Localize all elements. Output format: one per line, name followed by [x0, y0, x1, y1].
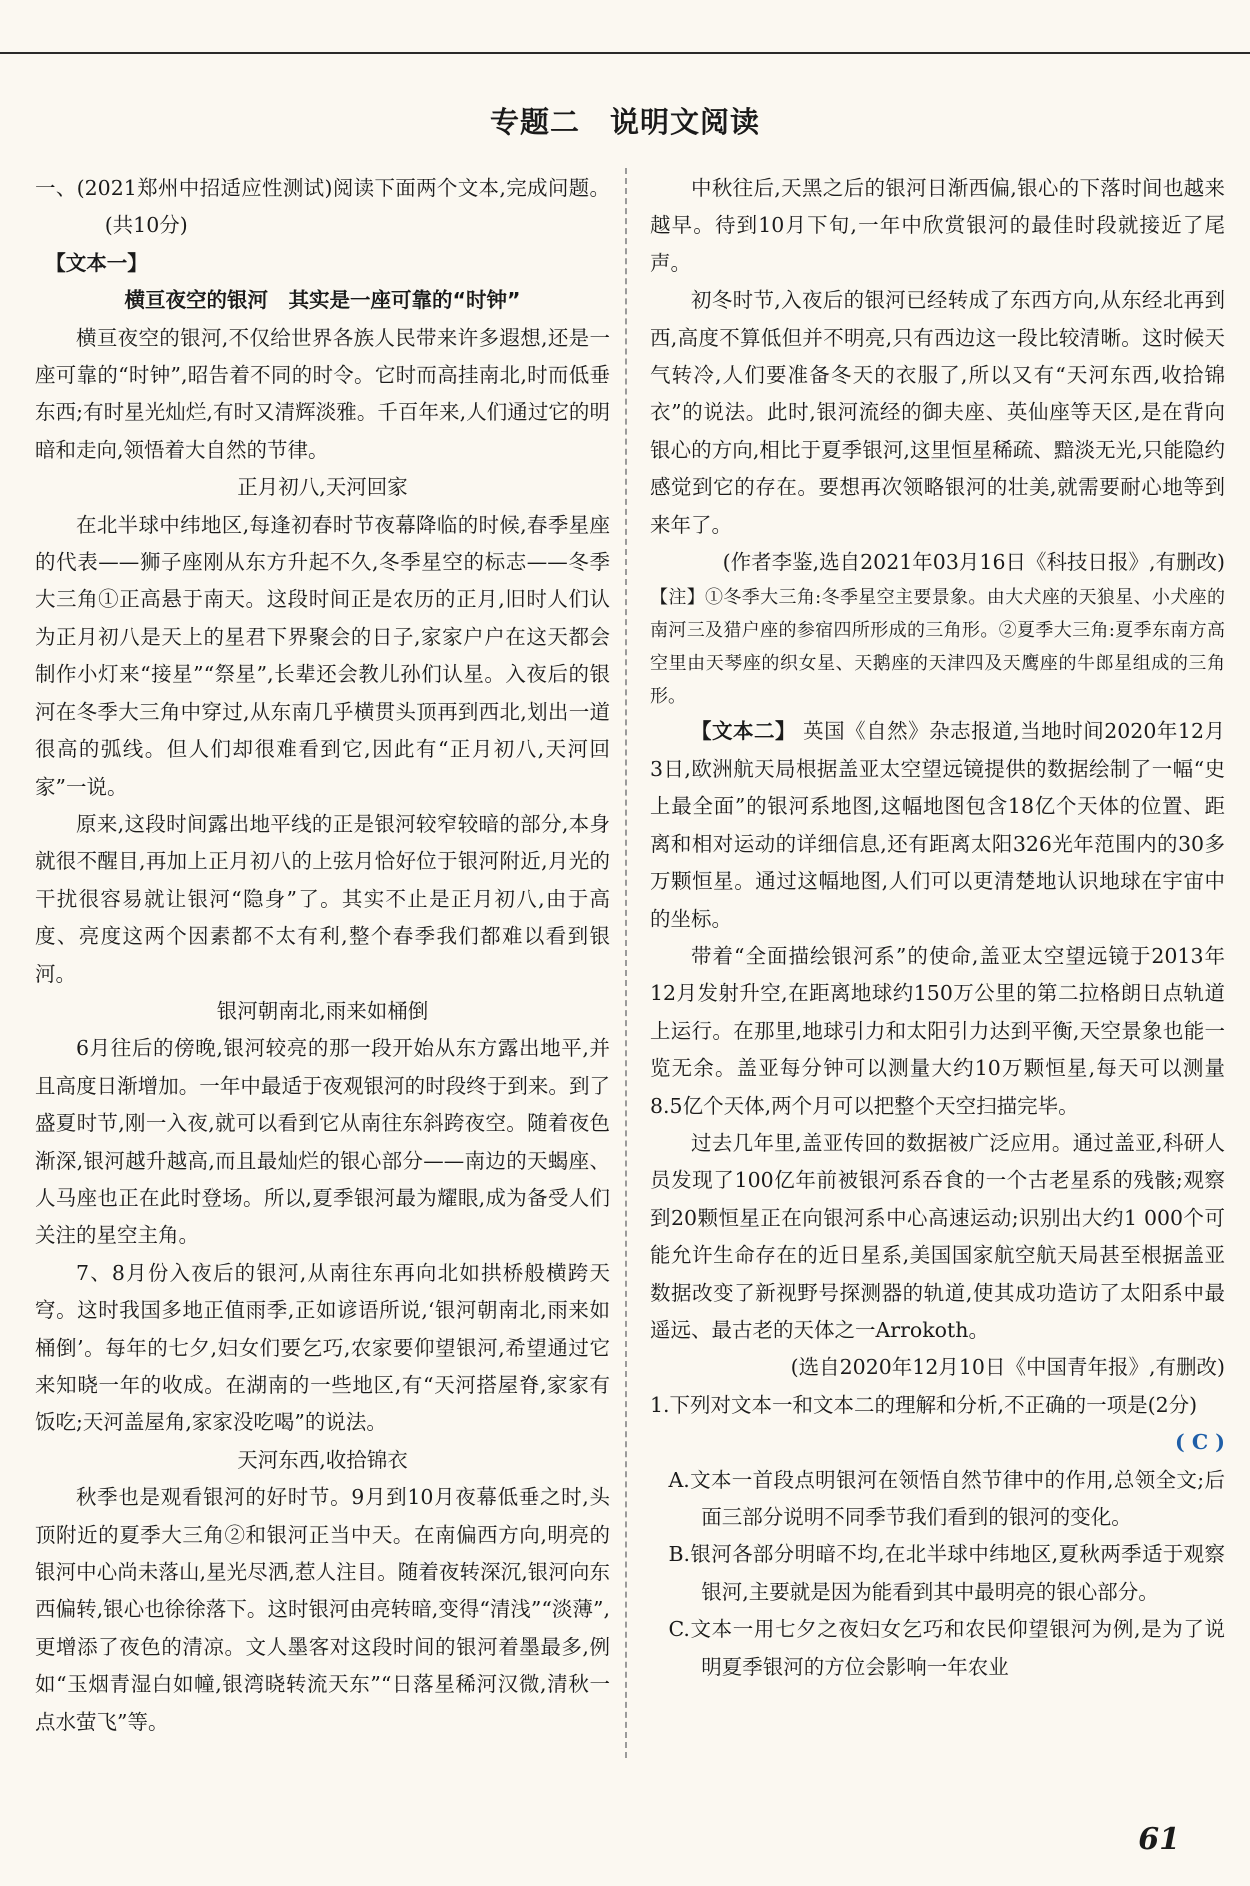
text2-source: (选自2020年12月10日《中国青年报》,有删改)	[790, 1355, 1225, 1380]
top-rule	[0, 52, 1250, 54]
section2-paragraph-1: 6月往后的傍晚,银河较亮的那一段开始从东方露出地平,并且高度日渐增加。一年中最适于夜观银河的时段终于到来。到了盛夏时节,刚一入夜,就可以看到它从南往东斜跨夜空。随着夜色渐深,银河越升越高,而且最灿烂的银心部分——南边的天蝎座、人马座也正在此时登场。所以,夏季银河最为耀眼,成为备受人们关注的星空主角。	[35, 1036, 610, 1248]
section1-paragraph-2: 原来,这段时间露出地平线的正是银河较窄较暗的部分,本身就很不醒目,再加上正月初八的上弦月恰好位于银河附近,月光的干扰很容易就让银河“隐身”了。其实不止是正月初八,由于高度、亮度这两个因素都不太有利,整个春季我们都难以看到银河。	[35, 811, 610, 986]
section3-paragraph-1: 秋季也是观看银河的好时节。9月到10月夜幕低垂之时,头顶附近的夏季大三角②和银河正当中天。在南偏西方向,明亮的银河中心尚未落山,星光尽洒,惹人注目。随着夜转深沉,银河向东西偏转,银心也徐徐落下。这时银河由亮转暗,变得“清浅”“淡薄”,更增添了夜色的清凉。文人墨客对这段时间的银河着墨最多,例如“玉烟青湿白如幢,银湾晓转流天东”“日落星稀河汉微,清秋一点水萤飞”等。	[35, 1485, 610, 1734]
section2-paragraph-2: 7、8月份入夜后的银河,从南往东再向北如拱桥般横跨天穹。这时我国多地正值雨季,正如谚语所说,‘银河朝南北,雨来如桶倒’。每年的七夕,妇女们要乞巧,农家要仰望银河,希望通过它来知晓一年的收成。在湖南的一些地区,有“天河搭屋脊,家家有饭吃;天河盖屋角,家家没吃喝”的说法。	[35, 1260, 610, 1435]
option-a: A.文本一首段点明银河在领悟自然节律中的作用,总领全文;后面三部分说明不同季节我们看到的银河的变化。	[668, 1467, 1225, 1529]
right-column	[650, 170, 1225, 1686]
question1-answer: ( C )	[1175, 1430, 1225, 1455]
section3-paragraph-3: 初冬时节,入夜后的银河已经转成了东西方向,从东经北再到西,高度不算低但并不明亮,只有西边这一段比较清晰。这时候天气转冷,人们要准备冬天的衣服了,所以又有“天河东西,收拾锦衣”的说法。此时,银河流经的御夫座、英仙座等天区,是在背向银心的方向,相比于夏季银河,这里恒星稀疏、黯淡无光,只能隐约感觉到它的存在。要想再次领略银河的壮美,就需要耐心地等到来年了。	[650, 288, 1225, 537]
option-b: B.银河各部分明暗不均,在北半球中纬地区,夏秋两季适于观察银河,主要就是因为能看到其中最明亮的银心部分。	[668, 1542, 1225, 1604]
text1-intro: 横亘夜空的银河,不仅给世界各族人民带来许多遐想,还是一座可靠的“时钟”,昭告着不同的时令。它时而高挂南北,时而低垂东西;有时星光灿烂,有时又清辉淡雅。千百年来,人们通过它的明暗和走向,领悟着大自然的节律。	[35, 325, 610, 462]
column-divider	[625, 168, 627, 1758]
text2-paragraph-3: 过去几年里,盖亚传回的数据被广泛应用。通过盖亚,科研人员发现了100亿年前被银河系吞食的一个古老星系的残骸;观察到20颗恒星正在向银河系中心高速运动;识别出大约1 000个可能允许生命存在的近日星系,美国国家航空航天局甚至根据盖亚数据改变了新视野号探测器的轨道,使其成功造访了太阳系中最遥远、最古老的天体之一Arrokoth。	[650, 1130, 1225, 1342]
option-c: C.文本一用七夕之夜妇女乞巧和农民仰望银河为例,是为了说明夏季银河的方位会影响一年农业	[668, 1617, 1225, 1679]
text2-tag: 【文本二】	[691, 719, 797, 744]
question1-stem: 1.下列对文本一和文本二的理解和分析,不正确的一项是(2分)	[650, 1392, 1198, 1417]
page-number: 61	[1138, 1822, 1180, 1857]
section1-paragraph-1: 在北半球中纬地区,每逢初春时节夜幕降临的时候,春季星座的代表——狮子座刚从东方升起不久,冬季星空的标志——冬季大三角①正高悬于南天。这段时间正是农历的正月,旧时人们认为正月初八是天上的星君下界聚会的日子,家家户户在这天都会制作小灯来“接星”“祭星”,长辈还会教儿孙们认星。入夜后的银河在冬季大三角中穿过,从东南几乎横贯头顶再到西北,划出一道很高的弧线。但人们却很难看到它,因此有“正月初八,天河回家”一说。	[35, 512, 610, 799]
page-title: 专题二 说明文阅读	[489, 105, 760, 139]
section2-title: 银河朝南北,雨来如桶倒	[216, 998, 429, 1023]
text2-paragraph-1	[650, 713, 1225, 937]
left-column	[35, 170, 610, 1741]
text1-source: (作者李鉴,选自2021年03月16日《科技日报》,有删改)	[722, 550, 1225, 575]
text1-headline: 横亘夜空的银河 其实是一座可靠的“时钟”	[124, 288, 521, 313]
section3-paragraph-2: 中秋往后,天黑之后的银河日渐西偏,银心的下落时间也越来越早。待到10月下旬,一年中欣赏银河的最佳时段就接近了尾声。	[650, 176, 1225, 275]
section3-title: 天河东西,收拾锦衣	[237, 1447, 408, 1472]
text1-tag: 【文本一】	[45, 250, 148, 275]
section1-title: 正月初八,天河回家	[237, 475, 408, 500]
question-intro: 一、(2021郑州中招适应性测试)阅读下面两个文本,完成问题。(共10分)	[35, 176, 610, 238]
text1-note: 【注】①冬季大三角:冬季星空主要景象。由大犬座的天狼星、小犬座的南河三及猎户座的参宿四所形成的三角形。②夏季大三角:夏季东南方高空里由天琴座的织女星、天鹅座的天津四及天鹰座的牛郎星组成的三角形。	[650, 587, 1225, 708]
text2-paragraph-2: 带着“全面描绘银河系”的使命,盖亚太空望远镜于2013年12月发射升空,在距离地球约150万公里的第二拉格朗日点轨道上运行。在那里,地球引力和太阳引力达到平衡,天空景象也能一览无余。盖亚每分钟可以测量大约10万颗恒星,每天可以测量8.5亿个天体,两个月可以把整个天空扫描完毕。	[650, 943, 1225, 1118]
text2-p1-text: 英国《自然》杂志报道,当地时间2020年12月3日,欧洲航天局根据盖亚太空望远镜提供的数据绘制了一幅“史上最全面”的银河系地图,这幅地图包含18亿个天体的位置、距离和相对运动的详细信息,还有距离太阳326光年范围内的30多万颗恒星。通过这幅地图,人们可以更清楚地认识地球在宇宙中的坐标。	[650, 719, 1225, 931]
